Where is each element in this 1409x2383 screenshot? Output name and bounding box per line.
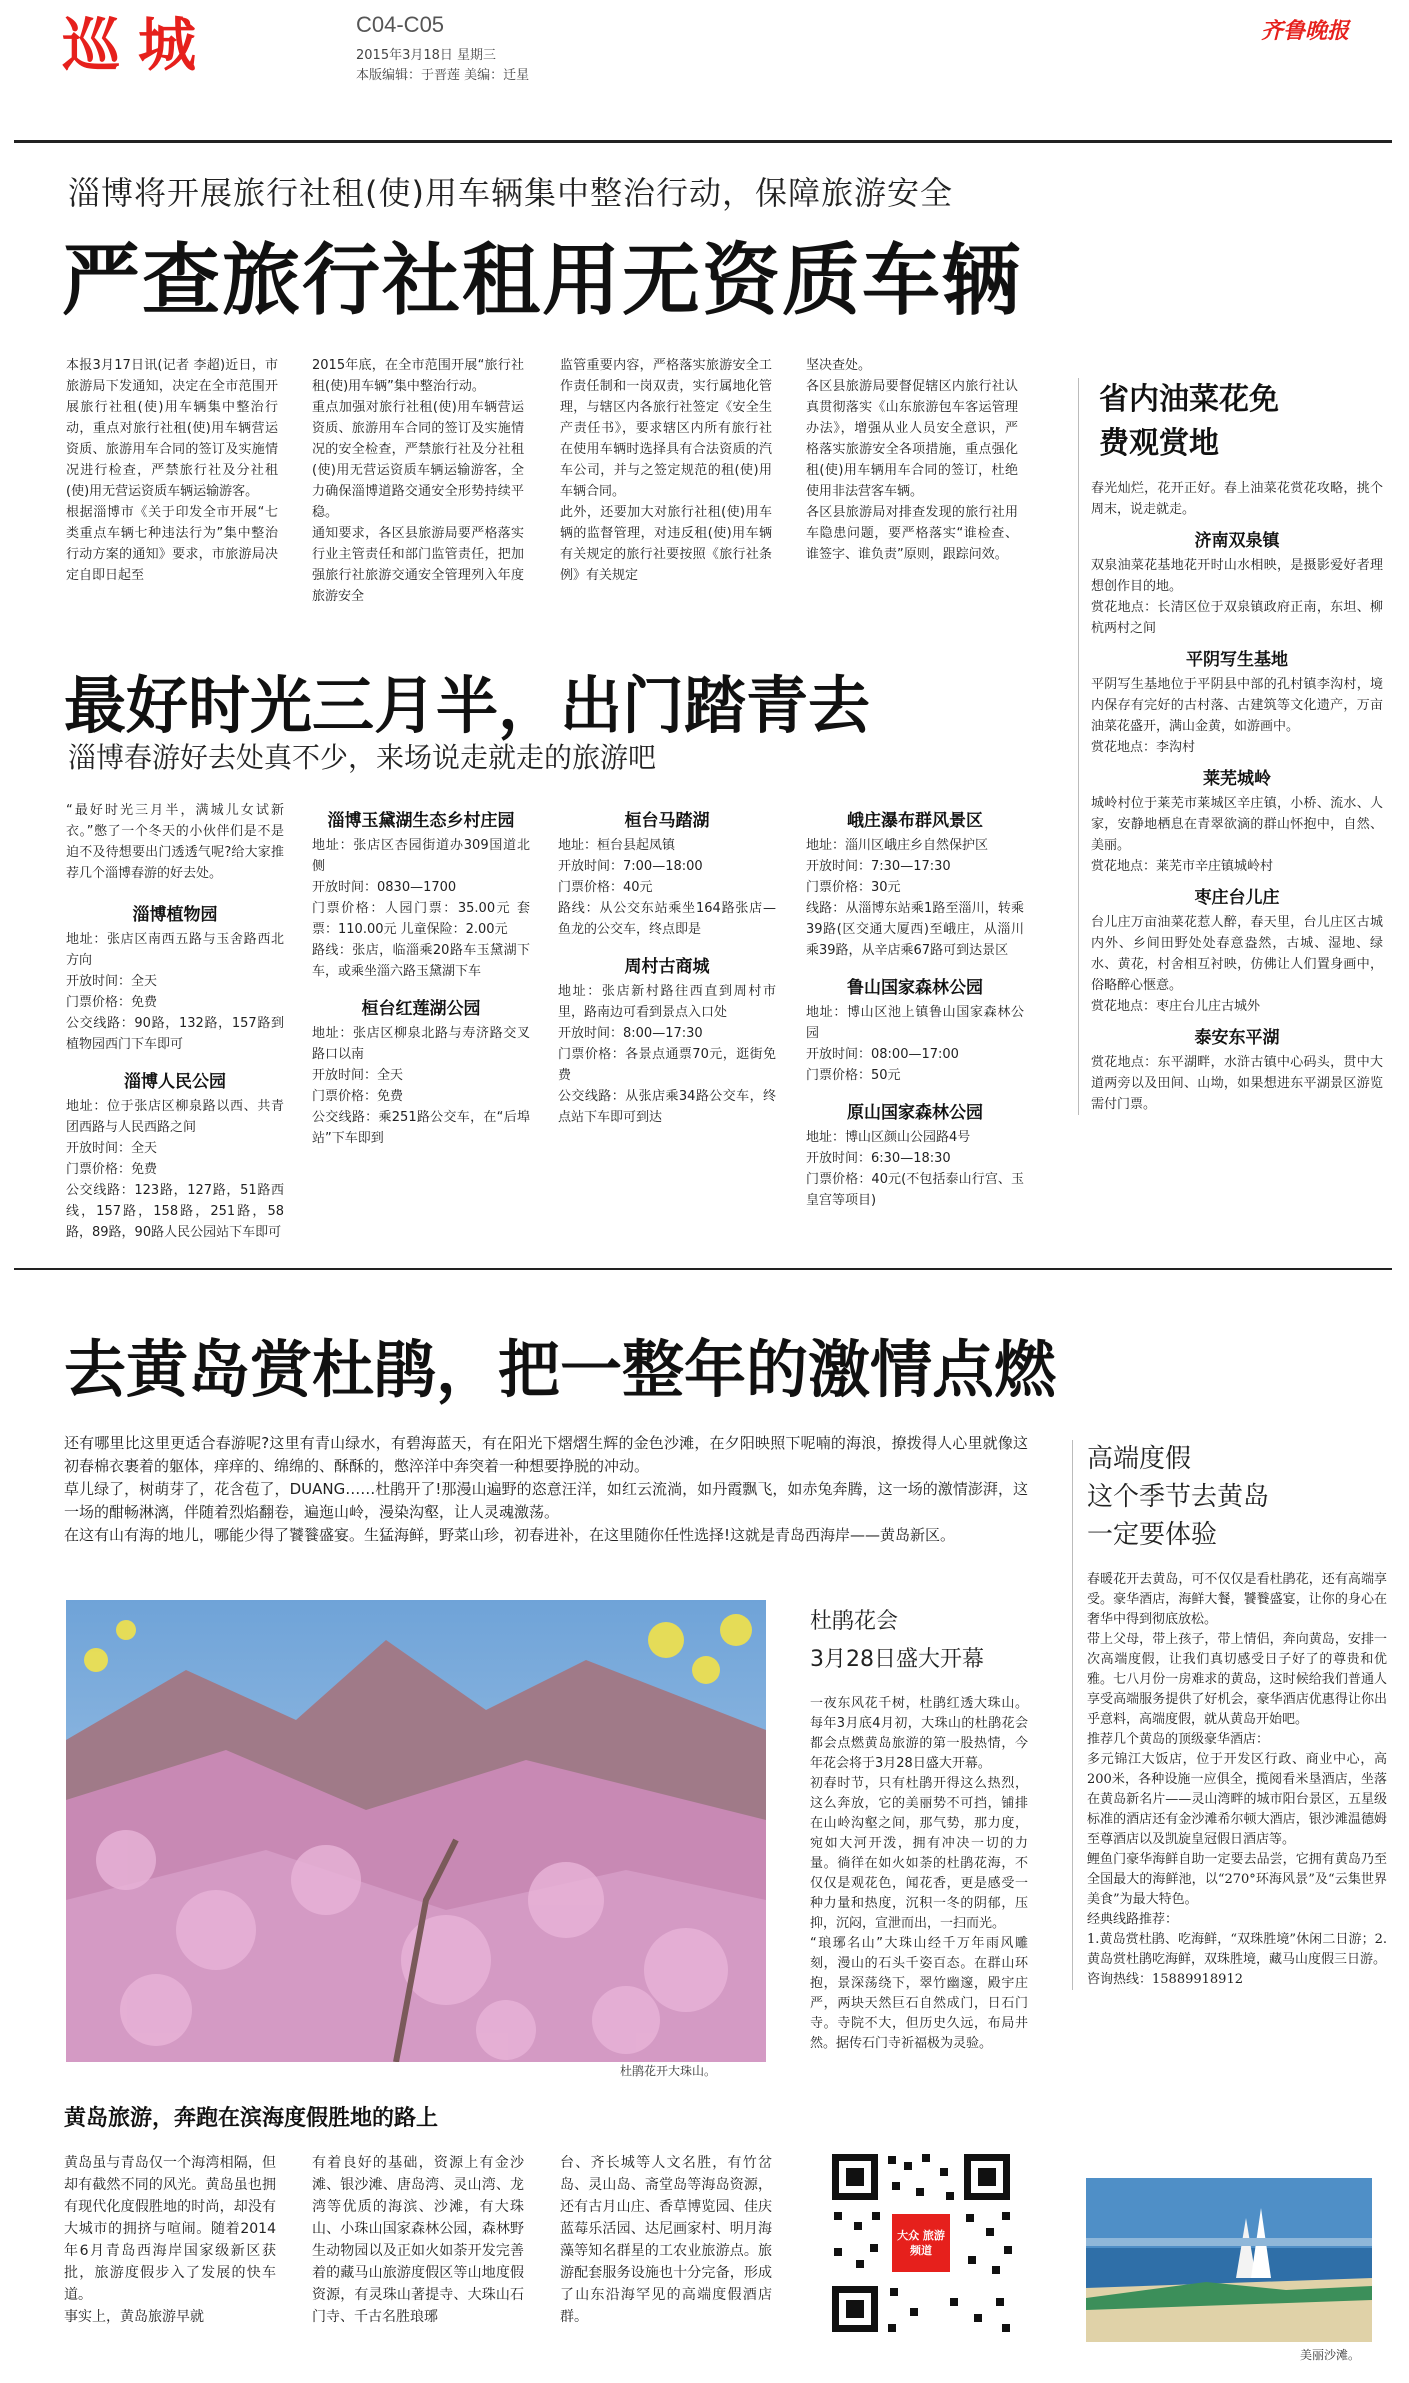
issue-date: 2015年3月18日 星期三 <box>356 48 497 63</box>
festival-text: 一夜东风花千树，杜鹃红透大珠山。每年3月底4月初，大珠山的杜鹃花会都会点燃黄岛旅游的第一股热情，今年花会将于3月28日盛大开幕。 初春时节，只有杜鹃开得这么热烈，这么奔放，它的美丽势不可挡，铺排在山岭沟壑之间，那气势，那力度，宛如大河开泼，拥有冲决一切的力量。徜徉在如火如荼的杜鹃花海，不仅仅是观花色，闻花香，更是感受一种力量和热度，沉积一冬的阴郁，压抑，沉闷，宣泄而出，一扫而光。 “琅琊名山”大珠山经千万年雨风雕刻，漫山的石头千姿百态。在群山环抱，景深荡绕下，翠竹幽邃，殿宇庄严，两块天然巨石自然成门，日石门寺。寺院不大，但历史久远，布局井然。据传石门寺祈福极为灵验。 <box>810 1696 1028 2051</box>
sidebar2-title: 高端度假 <box>1087 1444 1192 1474</box>
spot-title: 淄博人民公园 <box>124 1072 226 1092</box>
qr-label: 大众 旅游频道 <box>897 2229 945 2257</box>
azalea-photo <box>66 1600 766 2062</box>
spot-text: 地址：张店区南西五路与玉舍路西北方向 开放时间：全天 门票价格：免费 公交线路：90路，132路，157路到植物园西门下车即可 <box>66 932 284 1052</box>
sub-col: 有着良好的基础，资源上有金沙滩、银沙滩、唐岛湾、灵山湾、龙湾等优质的海滨、沙滩，有大珠山、小珠山国家森林公园，森林野生动物园以及正如火如荼开发完善着的藏马山旅游度假区等山地度假资源，有灵珠山著提寺、大珠山石门寺、千古名胜琅琊 <box>312 2155 524 2325</box>
spot-title: 淄博植物园 <box>132 905 218 925</box>
article3-headline: 去黄岛赏杜鹃，把一整年的激情点燃 <box>64 1333 1057 1406</box>
article2-intro: “最好时光三月半，满城儿女试新衣。”憋了一个冬天的小伙伴们是不是迫不及待想要出门透透气呢?给大家推荐几个淄博春游的好去处。 <box>66 803 284 881</box>
sub-col: 台、齐长城等人文名胜，有竹岔岛、灵山岛、斋堂岛等海岛资源，还有古月山庄、香草博览园、佳庆蓝莓乐活园、达尼画家村、明月海藻等知名群星的工农业旅游点。旅游配套服务设施也十分完备，形成了山东沿海罕见的高端度假酒店群。 <box>560 2155 772 2325</box>
article1-kicker: 淄博将开展旅行社租(使)用车辆集中整治行动，保障旅游安全 <box>68 174 953 212</box>
page-numbers: C04-C05 <box>356 12 445 37</box>
sidebar1-item-text: 城岭村位于莱芜市莱城区辛庄镇，小桥、流水、人家，安静地栖息在青翠欲滴的群山怀抱中，自然、美丽。 赏花地点：莱芜市辛庄镇城岭村 <box>1091 796 1383 874</box>
spot-text: 地址：博山区池上镇鲁山国家森林公园 开放时间：08:00—17:00 门票价格：50元 <box>806 1005 1024 1083</box>
article1-col1: 本报3月17日讯(记者 李超)近日，市旅游局下发通知，决定在全市范围开展旅行社租(使)用车辆集中整治行动，重点对旅行社租(使)用车辆营运资质、旅游用车合同的签订及实施情况进行检查，严禁旅行社及分社租(使)用无营运资质车辆运输游客。 根据淄博市《关于印发全市开展“七类重点车辆七种违法行为”集中整治行动方案的通知》要求，市旅游局决定自即日起至 <box>66 358 278 583</box>
article1-col2: 2015年底，在全市范围开展“旅行社租(使)用车辆”集中整治行动。 重点加强对旅行社租(使)用车辆营运资质、旅游用车合同的签订及实施情况的安全检查，严禁旅行社及分社租(使)用无营运资质车辆运输游客，全力确保淄博道路交通安全形势持续平稳。 通知要求，各区县旅游局要严格落实行业主管责任和部门监管责任，把加强旅行社旅游交通安全管理列入年度旅游安全 <box>312 358 524 604</box>
sidebar2-title: 这个季节去黄岛 <box>1087 1482 1270 1512</box>
article1-headline: 严查旅行社租用无资质车辆 <box>62 236 1023 326</box>
sidebar1-item-title: 莱芜城岭 <box>1203 769 1271 789</box>
article1-col3: 监管重要内容，严格落实旅游安全工作责任制和一岗双责，实行属地化管理，与辖区内各旅行社签定《安全生产责任书》，要求辖区内所有旅行社在使用车辆时选择具有合法资质的汽车公司，并与之签定规范的租(使)用车辆合同。 此外，还要加大对旅行社租(使)用车辆的监督管理，对违反租(使)用车辆有关规定的旅行社要按照《旅行社条例》有关规定 <box>560 358 772 583</box>
sidebar1-intro: 春光灿烂，花开正好。春上油菜花赏花攻略，挑个周末，说走就走。 <box>1091 481 1383 517</box>
spot-text: 地址：张店区柳泉北路与寿济路交叉路口以南 开放时间：全天 门票价格：免费 公交线路：乘251路公交车，在“后埠站”下车即到 <box>312 1026 530 1146</box>
sidebar1-item-title: 枣庄台儿庄 <box>1194 888 1280 908</box>
sidebar1-item-text: 双泉油菜花基地花开时山水相映，是摄影爱好者理想创作目的地。 赏花地点：长清区位于双泉镇政府正南，东坦、柳杭两村之间 <box>1091 558 1383 636</box>
spot-title: 原山国家森林公园 <box>847 1103 983 1123</box>
sub-col: 黄岛虽与青岛仅一个海湾相隔，但却有截然不同的风光。黄岛虽也拥有现代化度假胜地的时尚，却没有大城市的拥挤与喧闹。随着2014年6月青岛西海岸国家级新区获批，旅游度假步入了发展的快车道。 事实上，黄岛旅游早就 <box>64 2155 276 2325</box>
spot-title: 峨庄瀑布群风景区 <box>847 811 983 831</box>
article2-column <box>558 800 776 1128</box>
sidebar2-text: 春暖花开去黄岛，可不仅仅是看杜鹃花，还有高端享受。豪华酒店，海鲜大餐，饕餮盛宴，让你的身心在奢华中得到彻底放松。 带上父母，带上孩子，带上情侣，奔向黄岛，安排一次高端度假，让我们真切感受日子好了的尊贵和优雅。七八月份一房难求的黄岛，这时候给我们普通人享受高端服务提供了好机会，豪华酒店优惠得让你出乎意料，高端度假，就从黄岛开始吧。 推荐几个黄岛的顶级豪华酒店： 多元锦江大饭店，位于开发区行政、商业中心，高200米，各种设施一应俱全，揽阅看米垦酒店，坐落在黄岛新名片——灵山湾畔的城市阳台景区，五星级标准的酒店还有金沙滩希尔顿大酒店，银沙滩温德姆至尊酒店以及凯旋皇冠假日酒店等。 鲤鱼门豪华海鲜自助一定要去品尝，它拥有黄岛乃至全国最大的海鲜池，以“270°环海风景”及“云集世界美食”为最大特色。 经典线路推荐： 1.黄岛赏杜鹃、吃海鲜，“双珠胜境”休闲二日游；2.黄岛赏杜鹃吃海鲜，双珠胜境，藏马山度假三日游。 咨询热线：15889918912 <box>1087 1572 1387 1987</box>
sidebar2-title: 一定要体验 <box>1087 1520 1218 1550</box>
festival-date: 3月28日盛大开幕 <box>810 1647 984 1672</box>
photo-caption: 杜鹃花开大珠山。 <box>620 2064 717 2078</box>
header-rule <box>14 140 1392 143</box>
sidebar1-item-title: 泰安东平湖 <box>1194 1028 1280 1048</box>
spot-title: 桓台马踏湖 <box>624 811 710 831</box>
sub-title: 黄岛旅游，奔跑在滨海度假胜地的路上 <box>64 2106 439 2131</box>
article3-lede: 还有哪里比这里更适合春游呢?这里有青山绿水，有碧海蓝天，有在阳光下熠熠生辉的金色沙滩，在夕阳映照下呢喃的海浪，撩拨得人心里就像这初春棉衣裹着的躯体，痒痒的、绵绵的、酥酥的，憋淬洋中奔突着一种想要挣脱的冲动。 草儿绿了，树萌芽了，花含苞了，DUANG……杜鹃开了!那漫山遍野的恣意汪洋，如红云流淌，如丹霞飘飞，如赤兔奔腾，这一场的激情澎湃，这一场的酣畅淋漓，伴随着烈焰翻卷，遍迤山岭，漫染沟壑，让人灵魂激荡。 在这有山有海的地儿，哪能少得了饕餮盛宴。生猛海鲜，野菜山珍，初春进补，在这里随你任性选择!这就是青岛西海岸——黄岛新区。 <box>64 1434 1028 1544</box>
masthead-logo <box>62 12 310 78</box>
spot-title: 桓台红莲湖公园 <box>361 999 481 1019</box>
sidebar1-item-title: 平阴写生基地 <box>1186 650 1288 670</box>
article2-headline: 最好时光三月半，出门踏青去 <box>64 669 871 742</box>
beach-photo <box>1086 2178 1372 2342</box>
section-rule <box>14 1268 1392 1270</box>
article2-column <box>312 800 530 1149</box>
sidebar1-item-text: 台儿庄万亩油菜花惹人醉，春天里，台儿庄区古城内外、乡间田野处处春意盎然，古城、湿地、绿水、黄花，村舍相互衬映，仿佛让人们置身画中，俗略醉心惬意。 赏花地点：枣庄台儿庄古城外 <box>1091 915 1383 1014</box>
spot-title: 周村古商城 <box>624 957 710 977</box>
sidebar2 <box>1072 1440 1387 1990</box>
qr-code[interactable] <box>826 2148 1016 2338</box>
spot-text: 地址：张店新村路往西直到周村市里，路南边可看到景点入口处 开放时间：8:00—17:30 门票价格：各景点通票70元，逛街免费 公交线路：从张店乘34路公交车，终点站下车即可到达 <box>558 984 776 1125</box>
spot-title: 淄博玉黛湖生态乡村庄园 <box>327 811 515 831</box>
article1-col4: 坚决查处。 各区县旅游局要督促辖区内旅行社认真贯彻落实《山东旅游包车客运管理办法》，增强从业人员安全意识，严格落实旅游安全各项措施，重点强化租(使)用车辆用车合同的签订，杜绝使用非法营客车辆。 各区县旅游局对排查发现的旅行社用车隐患问题，要严格落实“谁检查、谁签字、谁负责”原则，跟踪问效。 <box>806 358 1018 562</box>
spot-text: 地址：张店区杏园街道办309国道北侧 开放时间：0830—1700 门票价格：人园门票：35.00元 套票：110.00元 儿童保险：2.00元 路线：张店，临淄乘20路车玉黛湖下车，或乘坐淄六路玉黛湖下车 <box>312 838 530 979</box>
spot-text: 地址：淄川区峨庄乡自然保护区 开放时间：7:30—17:30 门票价格：30元 线路：从淄博东站乘1路至淄川，转乘39路(区交通大厦西)至峨庄，从淄川乘39路，从辛店乘67路可到达景区 <box>806 838 1024 958</box>
spot-text: 地址：桓台县起凤镇 开放时间：7:00—18:00 门票价格：40元 路线：从公交东站乘坐164路张店—鱼龙的公交车，终点即是 <box>558 838 776 937</box>
spot-text: 地址：位于张店区柳泉路以西、共青团西路与人民西路之间 开放时间：全天 门票价格：免费 公交线路：123路，127路，51路西线，157路，158路，251路，58路，89路，90路人民公园站下车即可 <box>66 1099 284 1240</box>
sidebar1-item-text: 赏花地点：东平湖畔，水浒古镇中心码头，贯中大道两旁以及田间、山坳，如果想进东平湖景区游览需付门票。 <box>1091 1055 1383 1112</box>
newspaper-name: 齐鲁晚报 <box>1260 18 1349 44</box>
spot-text: 地址：博山区颜山公园路4号 开放时间：6:30—18:30 门票价格：40元(不包括泰山行宫、玉皇宫等项目) <box>806 1130 1024 1208</box>
spot-title: 鲁山国家森林公园 <box>847 978 983 998</box>
article2-column <box>66 800 284 1243</box>
festival-title: 杜鹃花会 <box>810 1609 899 1634</box>
section-name: 巡城 <box>62 12 310 78</box>
sidebar1-item-text: 平阴写生基地位于平阴县中部的孔村镇李沟村，境内保存有完好的古村落、古建筑等文化遗产，万亩油菜花盛开，满山金黄，如游画中。 赏花地点：李沟村 <box>1091 677 1383 755</box>
editor-credits: 本版编辑：于晋莲 美编：迁星 <box>356 68 530 83</box>
beach-photo-illustration <box>1086 2178 1372 2342</box>
sidebar1-item-title: 济南双泉镇 <box>1194 531 1280 551</box>
azalea-photo-illustration <box>66 1600 766 2062</box>
sidebar1-title: 省内油菜花免费观赏地 <box>1099 382 1279 461</box>
sidebar1 <box>1078 378 1383 1115</box>
beach-photo-caption: 美丽沙滩。 <box>1300 2348 1361 2362</box>
article2-subheadline: 淄博春游好去处真不少，来场说走就走的旅游吧 <box>68 741 657 774</box>
article2-column <box>806 800 1024 1211</box>
